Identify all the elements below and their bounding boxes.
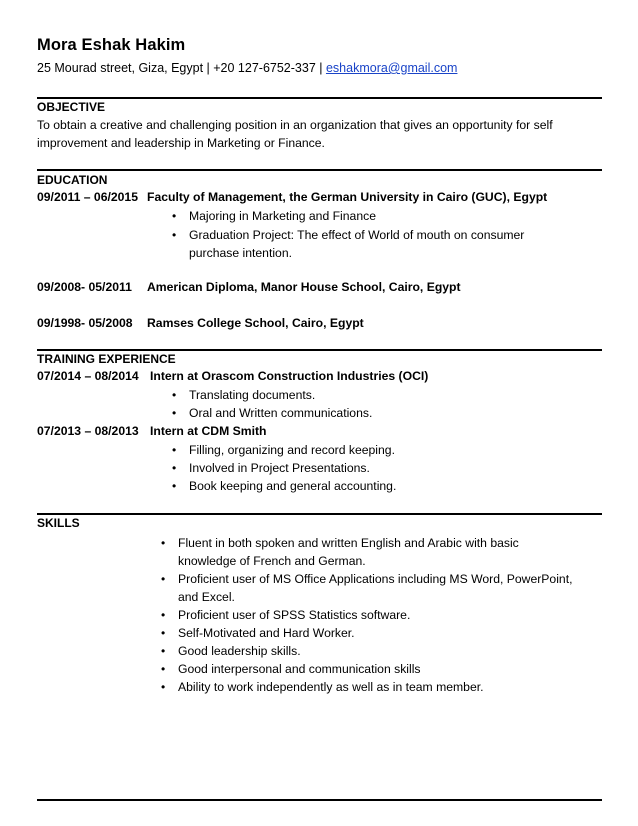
education-institution-1: Faculty of Management, the German University in Cairo (GUC), Egypt xyxy=(147,190,548,204)
bullet-icon: • xyxy=(161,572,166,586)
bullet-icon: • xyxy=(172,406,177,420)
bullet-icon: • xyxy=(172,461,177,475)
training-role-1: Intern at Orascom Construction Industries (OCI) xyxy=(150,369,429,383)
bullet-icon: • xyxy=(161,626,166,640)
list-item: • Translating documents. xyxy=(172,388,316,402)
bullet-icon: • xyxy=(172,479,177,493)
objective-text: To obtain a creative and challenging position in an organization that gives an opportunity for self improvement and leadership in Marketing or Finance. xyxy=(37,118,553,150)
footer-divider xyxy=(37,799,602,801)
bullet-icon: • xyxy=(172,443,177,457)
bullet-icon: • xyxy=(172,228,177,242)
training-dates-2: 07/2013 – 08/2013 xyxy=(37,424,139,438)
training-dates-1: 07/2014 – 08/2014 xyxy=(37,369,139,383)
education-dates-1: 09/2011 – 06/2015 xyxy=(37,190,138,204)
education-heading: EDUCATION xyxy=(37,173,108,187)
list-item: • Self-Motivated and Hard Worker. xyxy=(161,626,355,640)
skills-heading: SKILLS xyxy=(37,516,80,530)
bullet-icon: • xyxy=(172,388,177,402)
bullet-icon: • xyxy=(161,680,166,694)
list-item: • Good leadership skills. xyxy=(161,644,301,658)
skills-list xyxy=(161,534,579,696)
email-link[interactable]: eshakmora@gmail.com xyxy=(325,61,458,75)
list-item: • Graduation Project: The effect of World of mouth on consumer purchase intention. xyxy=(172,228,525,260)
bullet-icon: • xyxy=(161,644,166,658)
objective-heading: OBJECTIVE xyxy=(37,100,106,114)
section-divider xyxy=(37,169,602,171)
section-divider xyxy=(37,97,602,99)
training-heading: TRAINING EXPERIENCE xyxy=(37,352,176,366)
bullet-icon: • xyxy=(161,536,166,550)
list-item: • Oral and Written communications. xyxy=(172,406,373,420)
candidate-name: Mora Eshak Hakim xyxy=(37,36,186,54)
contact-details: 25 Mourad street, Giza, Egypt | +20 127-6752-337 | xyxy=(37,61,326,75)
bullet-icon: • xyxy=(172,209,177,223)
training-bullets-2 xyxy=(172,441,572,495)
education-dates-3: 09/1998- 05/2008 xyxy=(37,316,133,330)
bullet-icon: • xyxy=(161,662,166,676)
list-item: • Fluent in both spoken and written English and Arabic with basic knowledge of French and German. xyxy=(161,536,519,568)
training-role-2: Intern at CDM Smith xyxy=(150,424,267,438)
education-bullets-1 xyxy=(172,207,572,262)
list-item: • Majoring in Marketing and Finance xyxy=(172,209,376,223)
list-item: • Proficient user of SPSS Statistics software. xyxy=(161,608,411,622)
section-divider xyxy=(37,513,602,515)
education-institution-2: American Diploma, Manor House School, Cairo, Egypt xyxy=(147,280,461,294)
list-item: • Involved in Project Presentations. xyxy=(172,461,370,475)
list-item: • Filling, organizing and record keeping. xyxy=(172,443,395,457)
education-dates-2: 09/2008- 05/2011 xyxy=(37,280,132,294)
education-institution-3: Ramses College School, Cairo, Egypt xyxy=(147,316,364,330)
list-item: • Proficient user of MS Office Applications including MS Word, PowerPoint, and Excel. xyxy=(161,572,573,604)
list-item: • Ability to work independently as well as in team member. xyxy=(161,680,484,694)
training-bullets-1 xyxy=(172,386,572,422)
section-divider xyxy=(37,349,602,351)
list-item: • Good interpersonal and communication skills xyxy=(161,662,421,676)
list-item: • Book keeping and general accounting. xyxy=(172,479,397,493)
contact-line xyxy=(37,61,457,75)
bullet-icon: • xyxy=(161,608,166,622)
